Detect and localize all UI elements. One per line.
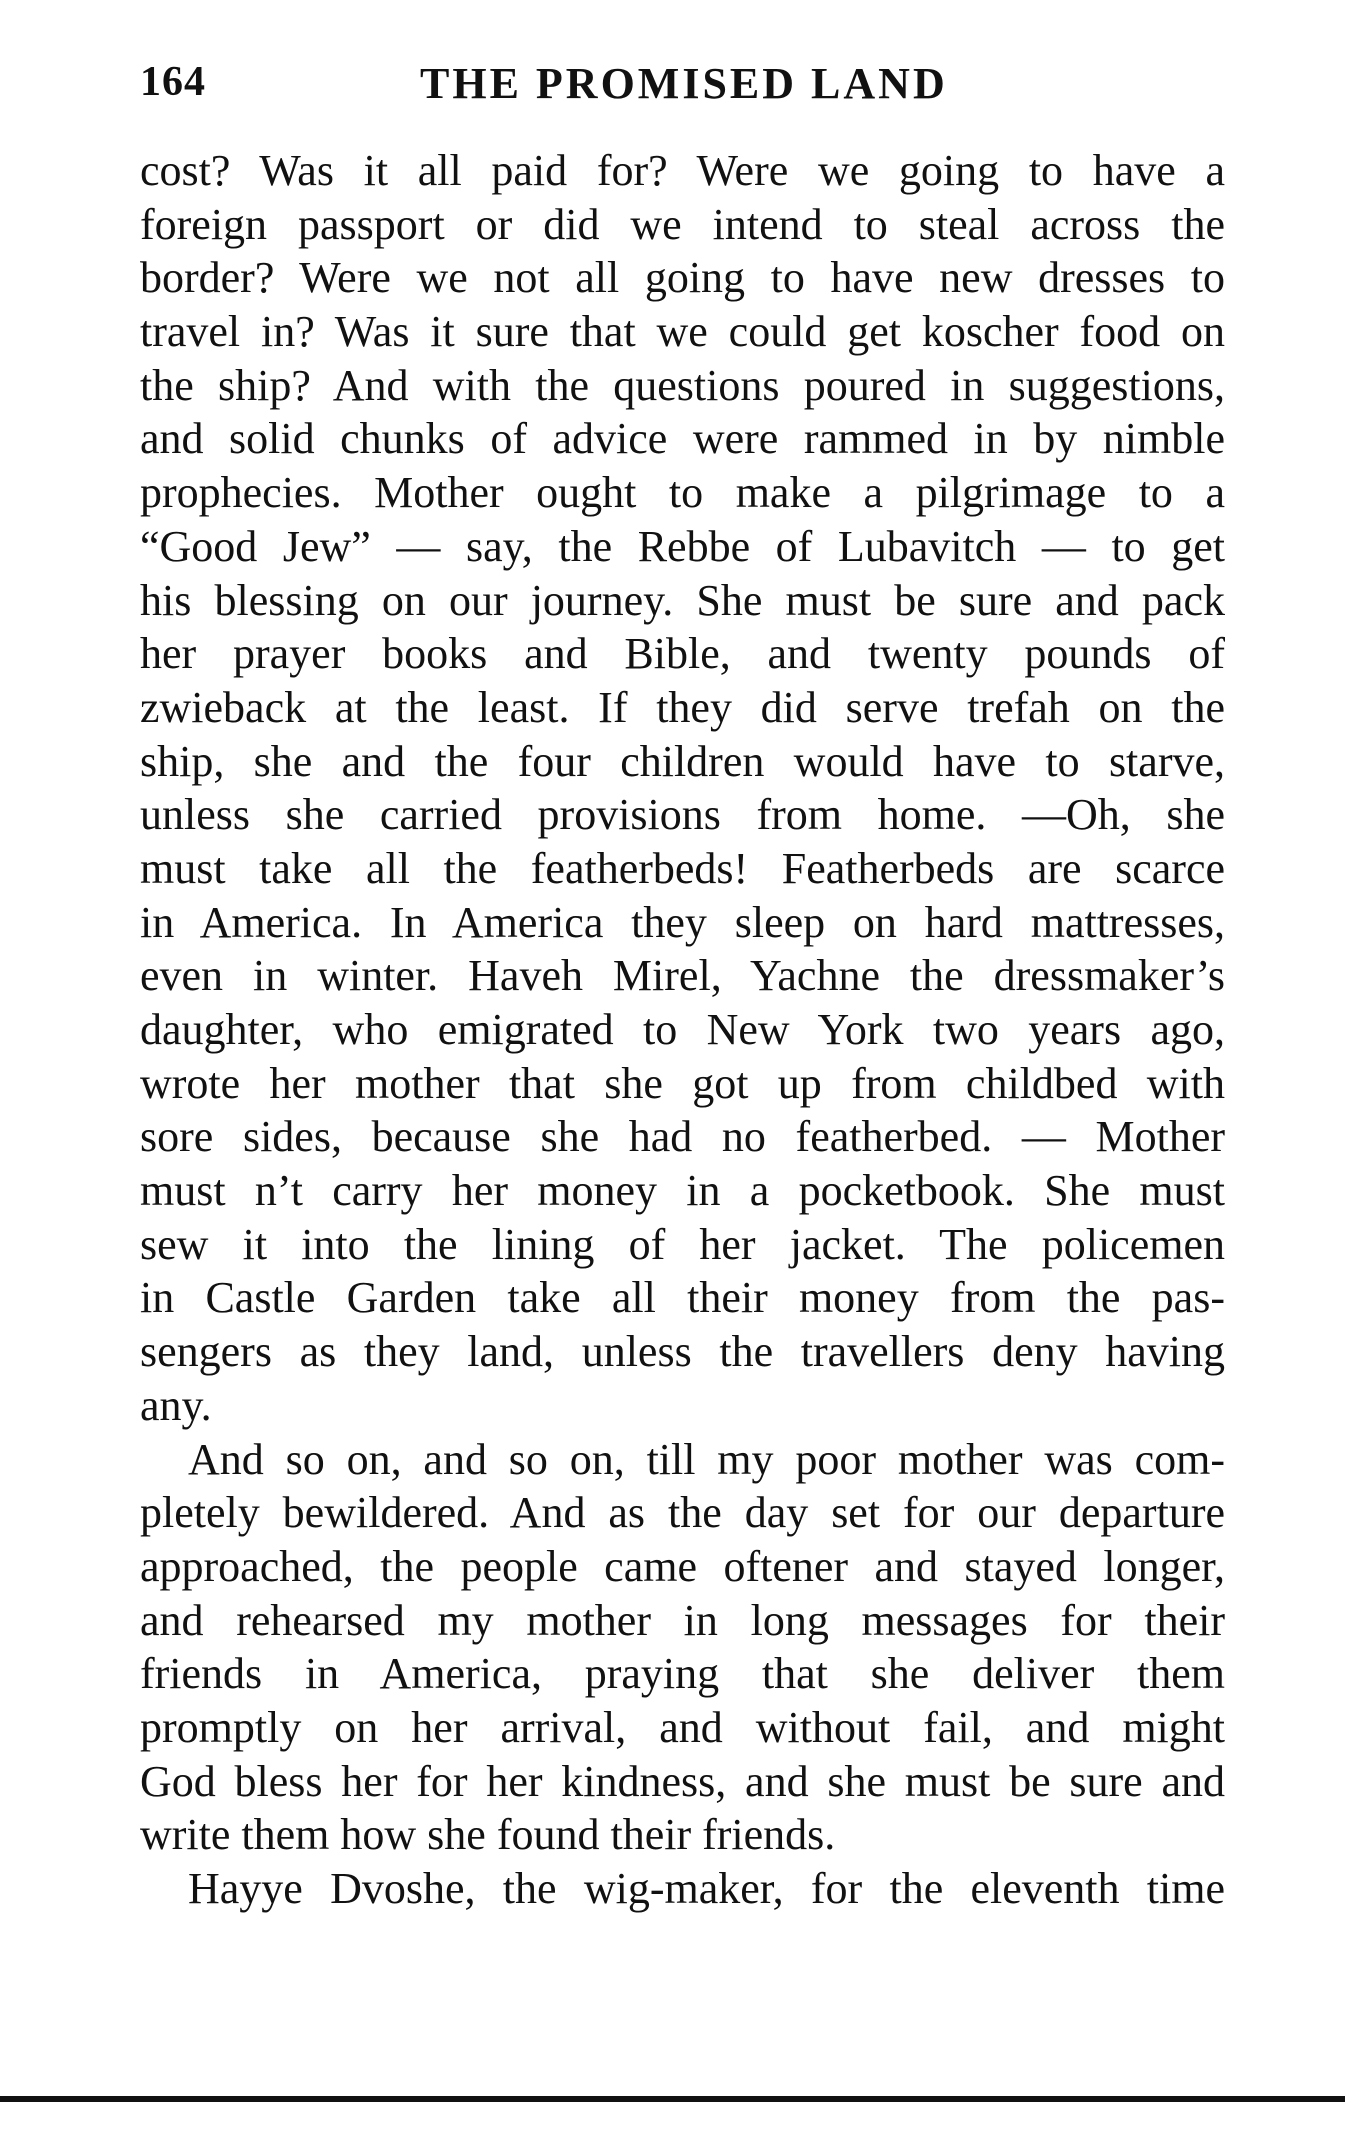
text-line: friends in America, praying that she deliver them <box>140 1649 1225 1699</box>
text-line: daughter, who emigrated to New York two years ago, <box>140 1005 1225 1054</box>
text-line: his blessing on our journey. She must be sure and pack <box>140 575 1225 625</box>
text-line: God bless her for her kindness, and she must be sure and <box>140 1756 1225 1806</box>
text-line: even in winter. Haveh Mirel, Yachne the dressmaker’s <box>140 951 1225 1001</box>
text-line: promptly on her arrival, and without fail, and might <box>140 1702 1225 1752</box>
text-line: sew it into the lining of her jacket. The policemen <box>140 1219 1225 1269</box>
text-line: wrote her mother that she got up from childbed with <box>140 1058 1225 1108</box>
text-line: her prayer books and Bible, and twenty pounds of <box>140 629 1225 679</box>
body-text <box>140 144 1225 1916</box>
text-line: cost? Was it all paid for? Were we going to have a <box>140 146 1225 195</box>
text-line: and rehearsed my mother in long messages for their <box>140 1595 1225 1645</box>
text-line: prophecies. Mother ought to make a pilgrimage to a <box>140 468 1225 518</box>
text-line: “Good Jew” — say, the Rebbe of Lubavitch — to get <box>140 521 1225 571</box>
text-line: in America. In America they sleep on hard mattresses, <box>140 897 1225 947</box>
text-line: must n’t carry her money in a pocketbook. She must <box>140 1166 1225 1216</box>
paragraph-3 <box>140 1862 1225 1916</box>
text-line: any. <box>140 1380 212 1430</box>
text-line: sengers as they land, unless the travellers deny having <box>140 1327 1225 1377</box>
text-line: travel in? Was it sure that we could get koscher food on <box>140 307 1225 357</box>
paragraph-2 <box>140 1433 1225 1863</box>
running-head <box>140 58 1225 118</box>
text-line: must take all the featherbeds! Featherbeds are scarce <box>140 843 1225 893</box>
text-line: ship, she and the four children would have to starve, <box>140 736 1225 786</box>
text-line: And so on, and so on, till my poor mother was com- <box>188 1434 1225 1484</box>
paragraph-1 <box>140 144 1225 1433</box>
text-line: approached, the people came oftener and stayed longer, <box>140 1541 1225 1591</box>
text-line: foreign passport or did we intend to steal across the <box>140 199 1225 249</box>
text-line: zwieback at the least. If they did serve trefah on the <box>140 682 1225 732</box>
bottom-rule <box>0 2096 1345 2102</box>
text-line: in Castle Garden take all their money from the pas- <box>140 1273 1225 1323</box>
text-line: and solid chunks of advice were rammed in by nimble <box>140 414 1225 464</box>
page-number: 164 <box>140 59 206 105</box>
book-title: THE PROMISED LAND <box>420 59 948 108</box>
text-line: write them how she found their friends. <box>140 1810 836 1860</box>
text-line: sore sides, because she had no featherbed. — Mother <box>140 1112 1225 1162</box>
text-line: pletely bewildered. And as the day set for our departure <box>140 1488 1225 1538</box>
text-line: the ship? And with the questions poured in suggestions, <box>140 360 1225 410</box>
text-line: Hayye Dvoshe, the wig-maker, for the eleventh time <box>188 1864 1225 1913</box>
text-line: border? Were we not all going to have new dresses to <box>140 253 1225 303</box>
text-line: unless she carried provisions from home. —Oh, she <box>140 790 1225 840</box>
